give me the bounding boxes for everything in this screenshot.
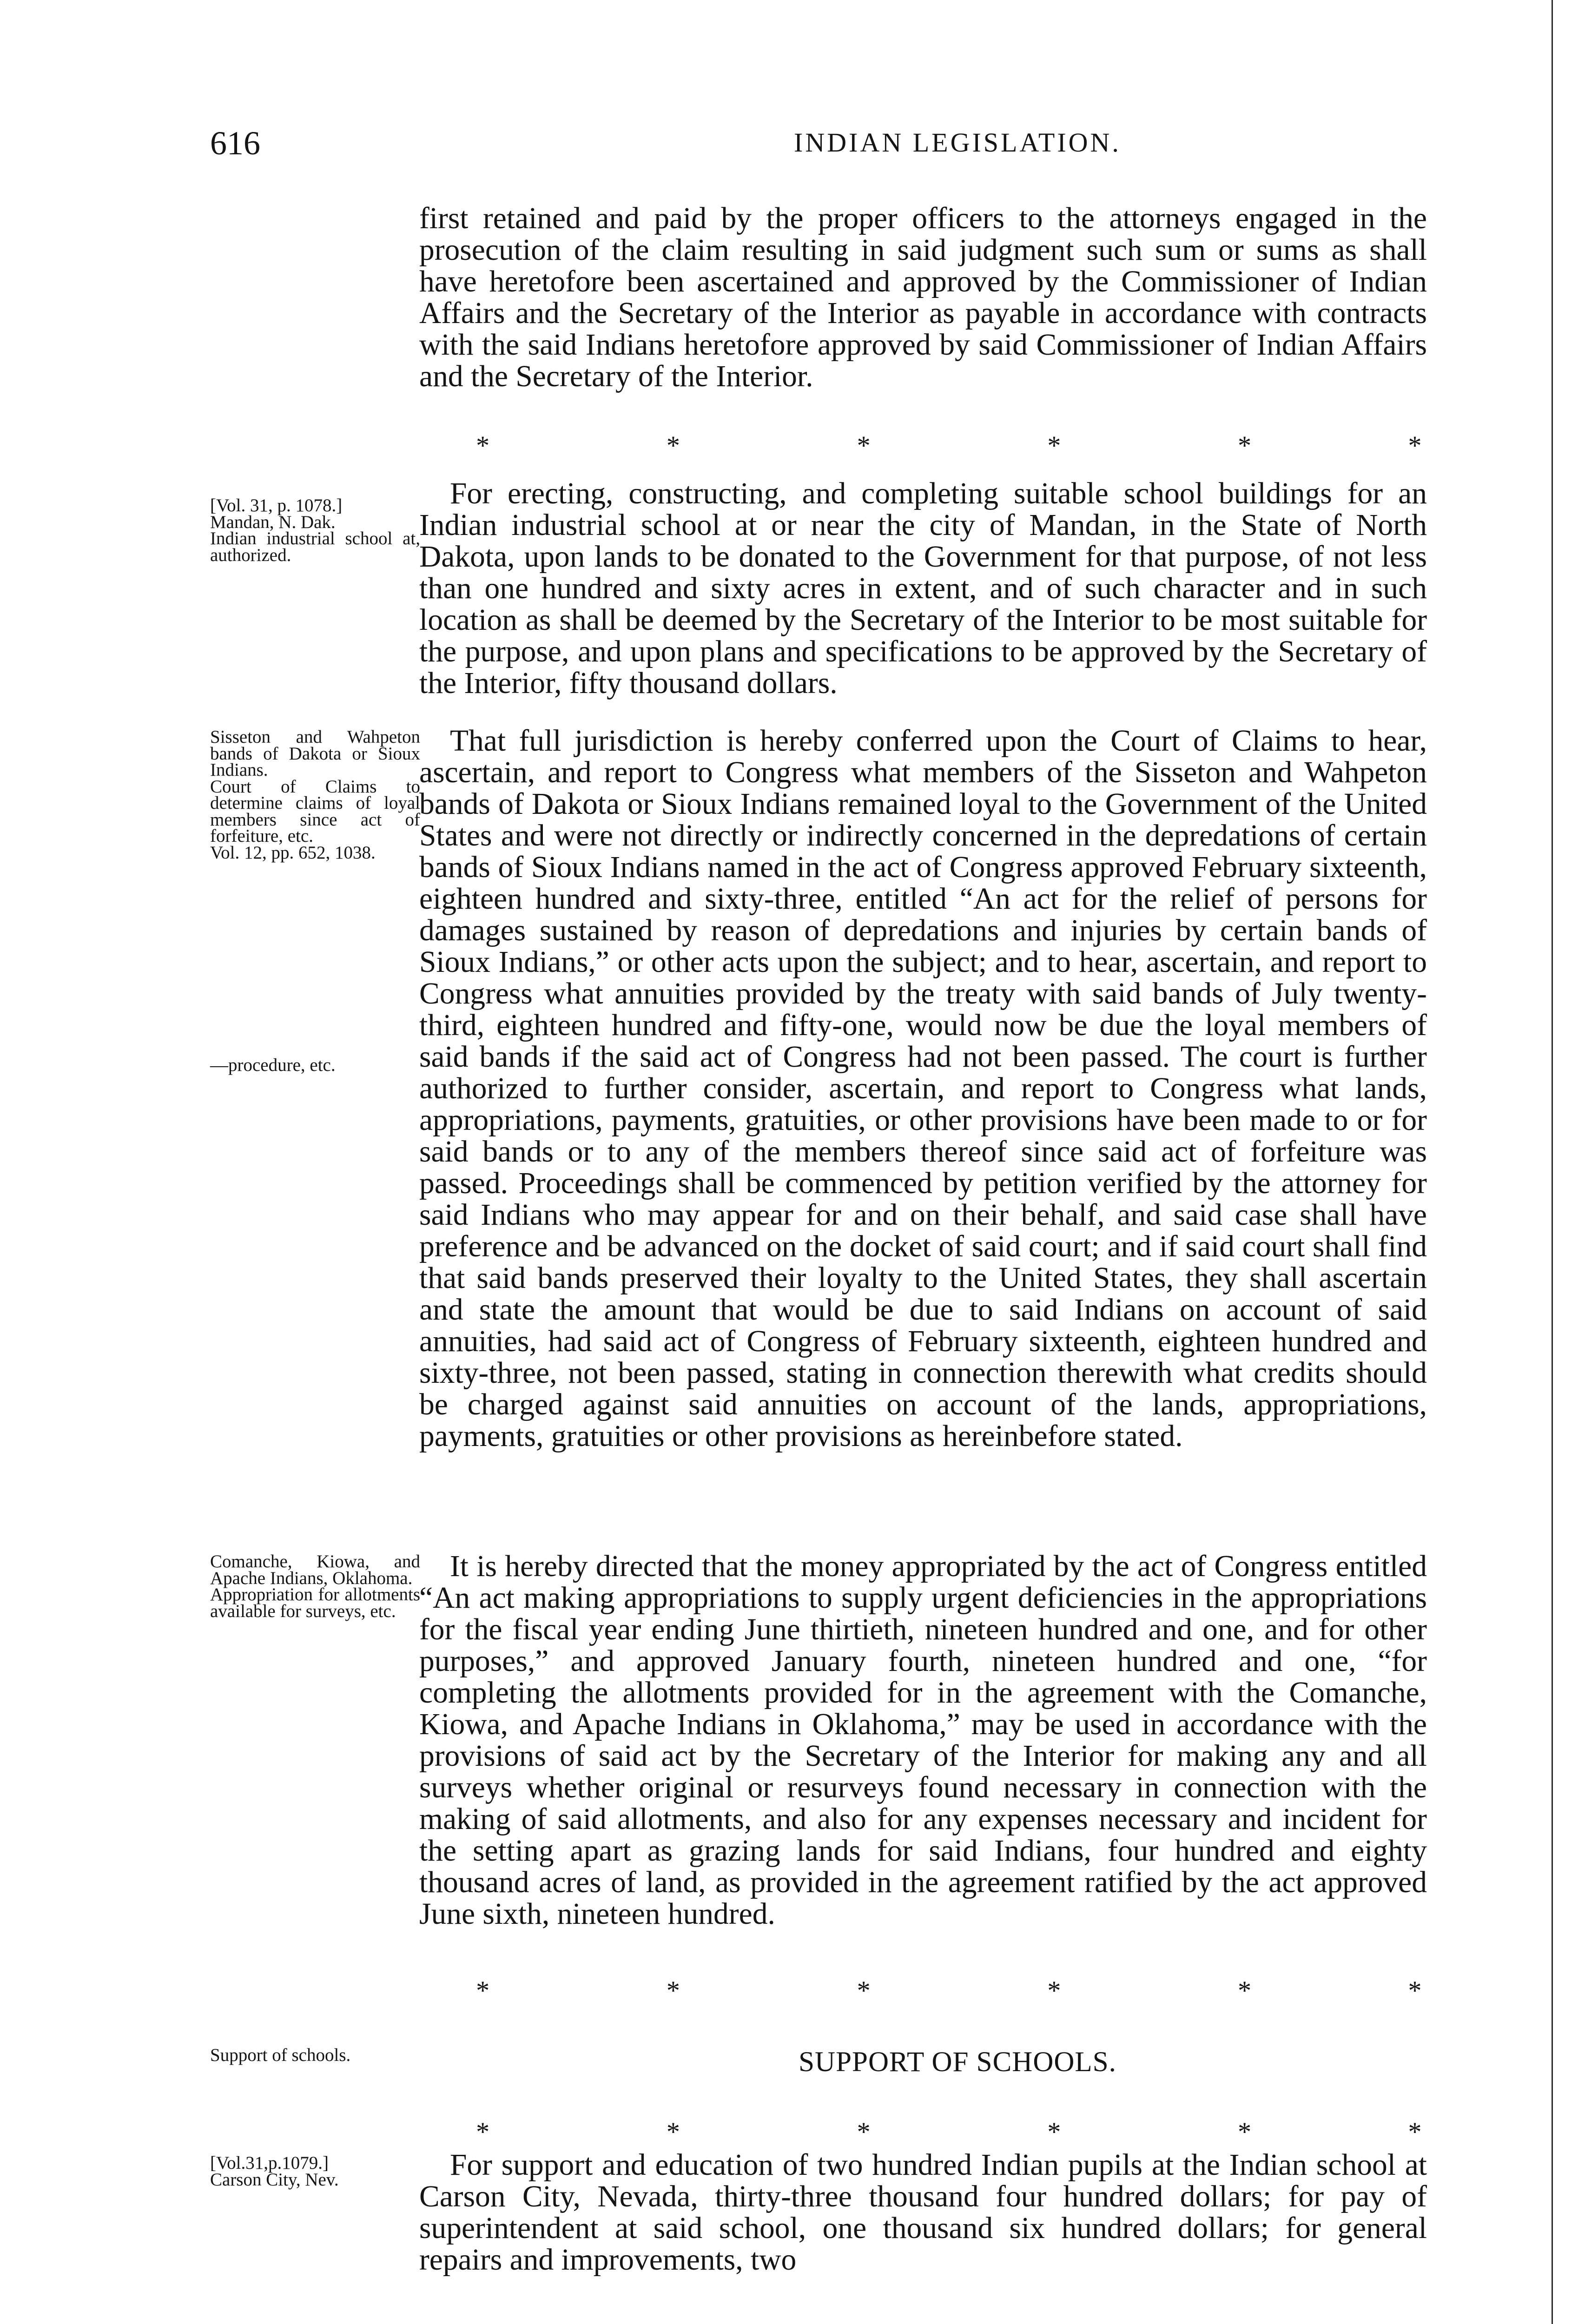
margin-note-topic: Appropriation for allotments available for surveys, etc. xyxy=(210,1585,420,1621)
asterisk: * xyxy=(1047,430,1061,461)
margin-note-comanche xyxy=(210,1553,420,1619)
asterisk: * xyxy=(1408,1975,1422,2006)
paragraph-continuation xyxy=(419,203,1427,392)
margin-note-procedure xyxy=(210,1057,420,1074)
section-heading: SUPPORT OF SCHOOLS. xyxy=(799,2047,1116,2078)
asterisk: * xyxy=(666,1975,680,2006)
asterisk: * xyxy=(1047,1975,1061,2006)
margin-note-reference: [Vol.31,p.1079.] xyxy=(210,2153,329,2173)
margin-note-reference: [Vol. 31, p. 1078.] xyxy=(210,495,343,515)
margin-note-reference: Vol. 12, pp. 652, 1038. xyxy=(210,842,376,863)
running-title: INDIAN LEGISLATION. xyxy=(794,127,1121,158)
margin-note-carson xyxy=(210,2155,420,2188)
asterisk: * xyxy=(1238,430,1252,461)
margin-note-topic: Court of Claims to determine claims of loyal members since act of forfeiture, etc. xyxy=(210,776,420,846)
paragraph-mandan-school xyxy=(419,478,1427,699)
margin-note-topic: Indian industrial school at, authorized. xyxy=(210,528,420,565)
asterisk: * xyxy=(857,2117,871,2147)
paragraph-sisseton-claims xyxy=(419,725,1427,1452)
asterisk-separator xyxy=(419,1977,1427,2010)
asterisk-separator xyxy=(419,432,1427,465)
asterisk: * xyxy=(1408,2117,1422,2147)
paragraph-text: For support and education of two hundred Indian pupils at the Indian school at Carson City, Nevada, thirty-three thousand four hundred dollars; for pay of superintendent at said school, one thousand six hundred dollars; for general repairs and improvements, two xyxy=(419,2148,1427,2277)
margin-note-title: Support of schools. xyxy=(210,2045,351,2065)
asterisk: * xyxy=(1047,2117,1061,2147)
paragraph-text: For erecting, constructing, and completing suitable school buildings for an Indian industrial school at or near the city of Mandan, in the State of North Dakota, upon lands to be donated to the Government for that purpose, of not less than one hundred and sixty acres in extent, and of such character and in such location as shall be deemed by the Secretary of the Interior to be most suitable for the purpose, and upon plans and specifications to be approved by the Secretary of the Interior, fifty thousand dollars. xyxy=(419,477,1427,700)
paragraph-carson-city xyxy=(419,2149,1427,2276)
margin-note-place: Carson City, Nev. xyxy=(210,2169,339,2190)
asterisk: * xyxy=(1238,2117,1252,2147)
page-edge-line xyxy=(1552,0,1553,2324)
asterisk-separator xyxy=(419,2119,1427,2151)
paragraph-comanche-allotments xyxy=(419,1551,1427,1930)
page-number: 616 xyxy=(210,125,260,162)
asterisk: * xyxy=(666,430,680,461)
asterisk: * xyxy=(1408,430,1422,461)
margin-note-mandan xyxy=(210,497,420,563)
asterisk: * xyxy=(476,2117,490,2147)
paragraph-text: That full jurisdiction is hereby conferred upon the Court of Claims to hear, ascertain, and report to Congress what members of the Sisseton and Wahpeton bands of Dakota or Sioux Indians remained loyal to the Government of the United States and were not directly or indirectly concerned in the depredations of certain bands of Sioux Indians named in the act of Congress approved February sixteenth, eighteen hundred and sixty-three, entitled “An act for the relief of persons for damages sustained by reason of depredations and injuries by certain bands of Sioux Indians,” or other acts upon the subject; and to hear, ascertain, and report to Congress what annuities provided by the treaty with said bands of July twenty-third, eighteen hundred and fifty-one, would now be due the loyal members of said bands if the said act of Congress had not been passed. The court is further authorized to further consider, ascertain, and report to Congress what lands, appropriations, payments, gratuities, or other provisions have been made to or for said bands or to any of the members thereof since said act of forfeiture was passed. Proceedings shall be commenced by petition verified by the attorney for said Indians who may appear for and on their behalf, and said case shall have preference and be advanced on the docket of said court; and if said court shall find that said bands preserved their loyalty to the United States, they shall ascertain and state the amount that would be due to said Indians on account of said annuities, had said act of Congress of February sixteenth, eighteen hundred and sixty-three, not been passed, stating in connection therewith what credits should be charged against said annuities on account of the lands, appropriations, payments, gratuities or other provisions as hereinbefore stated. xyxy=(419,724,1427,1453)
paragraph-text: first retained and paid by the proper officers to the attorneys engaged in the prosecution of the claim resulting in said judgment such sum or sums as shall have heretofore been ascertained and approved by the Commissioner of Indian Affairs and the Secretary of the Interior as payable in accordance with contracts with the said Indians heretofore approved by said Commissioner of Indian Affairs and the Secretary of the Interior. xyxy=(419,202,1427,393)
asterisk: * xyxy=(666,2117,680,2147)
margin-note-sisseton xyxy=(210,729,420,861)
asterisk: * xyxy=(1238,1975,1252,2006)
paragraph-text: It is hereby directed that the money appropriated by the act of Congress entitled “An act making appropriations to supply urgent deficiencies in the appropriations for the fiscal year ending June thirtieth, nineteen hundred and one, and for other purposes,” and approved January fourth, nineteen hundred and one, “for completing the allotments provided for in the agreement with the Comanche, Kiowa, and Apache Indians in Oklahoma,” may be used in accordance with the provisions of said act by the Secretary of the Interior for making any and all surveys whether original or resurveys found necessary in connection with the making of said allotments, and also for any expenses necessary and incident for the setting apart as grazing lands for said Indians, four hundred and eighty thousand acres of land, as provided in the agreement ratified by the act approved June sixth, nineteen hundred. xyxy=(419,1550,1427,1931)
asterisk: * xyxy=(476,430,490,461)
margin-note-place: Mandan, N. Dak. xyxy=(210,512,336,532)
asterisk: * xyxy=(857,430,871,461)
margin-note-title: Sisseton and Wahpeton bands of Dakota or Sioux Indians. xyxy=(210,727,420,780)
margin-note-topic: —procedure, etc. xyxy=(210,1055,336,1075)
margin-note-schools xyxy=(210,2047,420,2064)
asterisk: * xyxy=(476,1975,490,2006)
asterisk: * xyxy=(857,1975,871,2006)
margin-note-title: Comanche, Kiowa, and Apache Indians, Oklahoma. xyxy=(210,1552,420,1588)
